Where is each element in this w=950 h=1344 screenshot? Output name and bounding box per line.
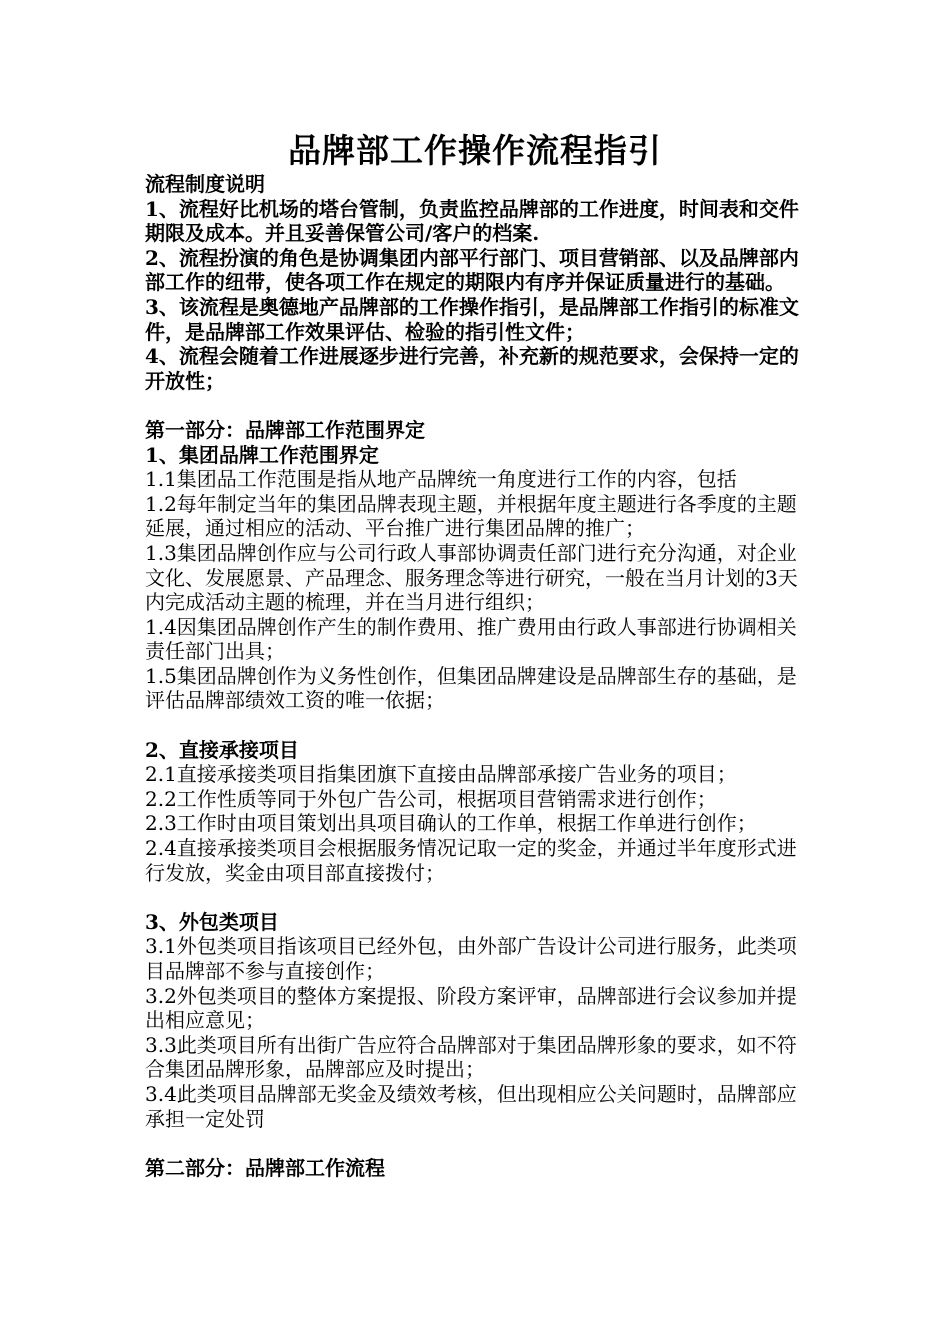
- section2-item: 2.2工作性质等同于外包广告公司，根据项目营销需求进行创作；: [145, 786, 717, 811]
- section3-item: 3.4此类项目品牌部无奖金及绩效考核，但出现相应公关问题时，品牌部应承担一定处罚: [145, 1081, 797, 1131]
- intro-item: 4、流程会随着工作进展逐步进行完善，补充新的规范要求，会保持一定的开放性；: [145, 344, 799, 393]
- section2-item: 2.3工作时由项目策划出具项目确认的工作单，根据工作单进行创作；: [145, 811, 757, 836]
- intro-item: 2、流程扮演的角色是协调集团内部平行部门、项目营销部、以及品牌部内部工作的纽带，使各项工作在规定的期限内有序并保证质量进行的基础。: [145, 245, 799, 295]
- section2-heading: 2、直接承接项目: [145, 737, 299, 762]
- spacer: [145, 885, 810, 910]
- section2-item: 2.4直接承接类项目会根据服务情况记取一定的奖金，并通过半年度形式进行发放，奖金由项目部直接拨付；: [145, 836, 797, 885]
- intro-section: [145, 172, 810, 393]
- part2-section: [145, 1156, 810, 1181]
- section1-item: 1.2每年制定当年的集团品牌表现主题，并根据年度主题进行各季度的主题延展，通过相应的活动、平台推广进行集团品牌的推广；: [145, 491, 797, 541]
- section1-item: 1.3集团品牌创作应与公司行政人事部协调责任部门进行充分沟通，对企业文化、发展愿景、产品理念、服务理念等进行研究，一般在当月计划的3天内完成活动主题的梳理，并在当月进行组织；: [145, 540, 798, 615]
- section1-item: 1.1集团品工作范围是指从地产品牌统一角度进行工作的内容，包括: [145, 467, 737, 492]
- section3-item: 3.1外包类项目指该项目已经外包，由外部广告设计公司进行服务，此类项目品牌部不参与直接创作；: [145, 934, 797, 983]
- part1-heading: 第一部分：品牌部工作范围界定: [145, 417, 425, 442]
- section1-item: 1.4因集团品牌创作产生的制作费用、推广费用由行政人事部进行协调相关责任部门出具；: [145, 614, 797, 664]
- section1-item: 1.5集团品牌创作为义务性创作，但集团品牌建设是品牌部生存的基础，是评估品牌部绩效工资的唯一依据；: [145, 663, 797, 713]
- spacer: [145, 1131, 810, 1156]
- intro-heading: 流程制度说明: [145, 172, 265, 196]
- section1-heading: 1、集团品牌工作范围界定: [145, 442, 379, 467]
- section3-item: 3.3此类项目所有出街广告应符合品牌部对于集团品牌形象的要求，如不符合集团品牌形象，品牌部应及时提出；: [145, 1032, 797, 1082]
- intro-item: 3、该流程是奥德地产品牌部的工作操作指引，是品牌部工作指引的标准文件，是品牌部工作效果评估、检验的指引性文件；: [145, 294, 799, 344]
- section3-item: 3.2外包类项目的整体方案提报、阶段方案评审，品牌部进行会议参加并提出相应意见；: [145, 983, 797, 1033]
- part2-heading: 第二部分：品牌部工作流程: [145, 1155, 385, 1180]
- part1-section: [145, 418, 810, 1131]
- page-title: 品牌部工作操作流程指引: [288, 131, 662, 170]
- document-body: [145, 172, 810, 1180]
- spacer: [145, 393, 810, 418]
- intro-item: 1、流程好比机场的塔台管制，负责监控品牌部的工作进度，时间表和交件期限及成本。并且妥善保管公司/客户的档案.: [145, 196, 799, 246]
- spacer: [145, 713, 810, 738]
- section2-item: 2.1直接承接类项目指集团旗下直接由品牌部承接广告业务的项目；: [145, 762, 737, 787]
- section3-heading: 3、外包类项目: [145, 909, 279, 934]
